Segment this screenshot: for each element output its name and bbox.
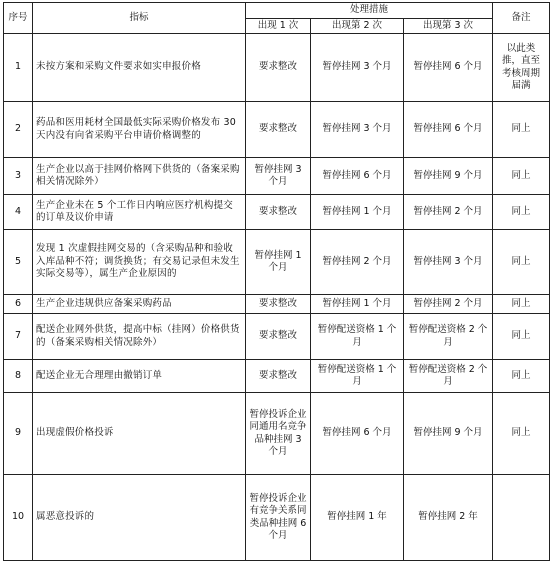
header-remark: 备注 [493, 3, 550, 34]
row-third: 暂停挂网 6 个月 [404, 102, 493, 158]
row-second: 暂停挂网 1 个月 [311, 195, 404, 230]
row-second: 暂停挂网 1 年 [311, 475, 404, 561]
row-third: 暂停挂网 2 个月 [404, 295, 493, 314]
row-seq: 1 [4, 34, 33, 102]
row-first: 要求整改 [246, 295, 311, 314]
row-first: 暂停投诉企业同通用名竞争品种挂网 3 个月 [246, 393, 311, 475]
row-second: 暂停挂网 6 个月 [311, 158, 404, 195]
row-indicator: 药品和医用耗材全国最低实际采购价格发布 30 天内没有向省采购平台申请价格调整的 [33, 102, 246, 158]
row-first: 要求整改 [246, 314, 311, 360]
table-row [4, 195, 550, 230]
row-third: 暂停配送资格 2 个月 [404, 314, 493, 360]
header-third: 出现第 3 次 [404, 18, 493, 34]
row-third: 暂停挂网 2 个月 [404, 195, 493, 230]
table-row [4, 158, 550, 195]
row-remark: 以此类推，直至考核周期届满 [493, 34, 550, 102]
row-indicator: 出现虚假价格投诉 [33, 393, 246, 475]
table-row [4, 360, 550, 393]
row-third: 暂停挂网 9 个月 [404, 393, 493, 475]
row-second: 暂停配送资格 1 个月 [311, 314, 404, 360]
table-row [4, 230, 550, 295]
row-first: 要求整改 [246, 360, 311, 393]
row-indicator: 发现 1 次虚假挂网交易的（含采购品种和验收入库品种不符；调货换货；有交易记录但未发生实际交易等），属生产企业原因的 [33, 230, 246, 295]
table-row [4, 295, 550, 314]
row-indicator: 生产企业违规供应备案采购药品 [33, 295, 246, 314]
row-seq: 8 [4, 360, 33, 393]
table-row [4, 34, 550, 102]
row-remark: 同上 [493, 102, 550, 158]
table-row [4, 314, 550, 360]
row-seq: 6 [4, 295, 33, 314]
row-third: 暂停配送资格 2 个月 [404, 360, 493, 393]
row-first: 要求整改 [246, 102, 311, 158]
row-indicator: 配送企业无合理理由撤销订单 [33, 360, 246, 393]
row-second: 暂停配送资格 1 个月 [311, 360, 404, 393]
table-row [4, 475, 550, 561]
header-measures: 处理措施 [246, 3, 493, 19]
table-row [4, 393, 550, 475]
row-seq: 7 [4, 314, 33, 360]
row-remark: 同上 [493, 230, 550, 295]
row-first: 暂停投诉企业有竞争关系同类品种挂网 6 个月 [246, 475, 311, 561]
row-seq: 5 [4, 230, 33, 295]
row-second: 暂停挂网 1 个月 [311, 295, 404, 314]
row-first: 要求整改 [246, 34, 311, 102]
row-first: 要求整改 [246, 195, 311, 230]
row-indicator: 配送企业网外供货，提高中标（挂网）价格供货的（备案采购相关情况除外） [33, 314, 246, 360]
row-indicator: 生产企业以高于挂网价格网下供货的（备案采购相关情况除外） [33, 158, 246, 195]
row-remark: 同上 [493, 393, 550, 475]
header-indicator: 指标 [33, 3, 246, 34]
header-first: 出现 1 次 [246, 18, 311, 34]
row-remark [493, 475, 550, 561]
row-indicator: 生产企业未在 5 个工作日内响应医疗机构提交的订单及议价申请 [33, 195, 246, 230]
row-second: 暂停挂网 6 个月 [311, 393, 404, 475]
row-second: 暂停挂网 3 个月 [311, 102, 404, 158]
row-third: 暂停挂网 9 个月 [404, 158, 493, 195]
row-remark: 同上 [493, 295, 550, 314]
row-first: 暂停挂网 3 个月 [246, 158, 311, 195]
header-second: 出现第 2 次 [311, 18, 404, 34]
row-seq: 2 [4, 102, 33, 158]
row-first: 暂停挂网 1 个月 [246, 230, 311, 295]
row-third: 暂停挂网 6 个月 [404, 34, 493, 102]
table-row [4, 102, 550, 158]
row-third: 暂停挂网 2 年 [404, 475, 493, 561]
row-remark: 同上 [493, 195, 550, 230]
row-remark: 同上 [493, 360, 550, 393]
row-indicator: 属恶意投诉的 [33, 475, 246, 561]
row-seq: 3 [4, 158, 33, 195]
row-seq: 4 [4, 195, 33, 230]
header-seq: 序号 [4, 3, 33, 34]
measures-table [3, 2, 550, 561]
row-seq: 9 [4, 393, 33, 475]
row-remark: 同上 [493, 314, 550, 360]
row-remark: 同上 [493, 158, 550, 195]
row-indicator: 未按方案和采购文件要求如实申报价格 [33, 34, 246, 102]
row-second: 暂停挂网 3 个月 [311, 34, 404, 102]
row-second: 暂停挂网 2 个月 [311, 230, 404, 295]
row-third: 暂停挂网 3 个月 [404, 230, 493, 295]
row-seq: 10 [4, 475, 33, 561]
